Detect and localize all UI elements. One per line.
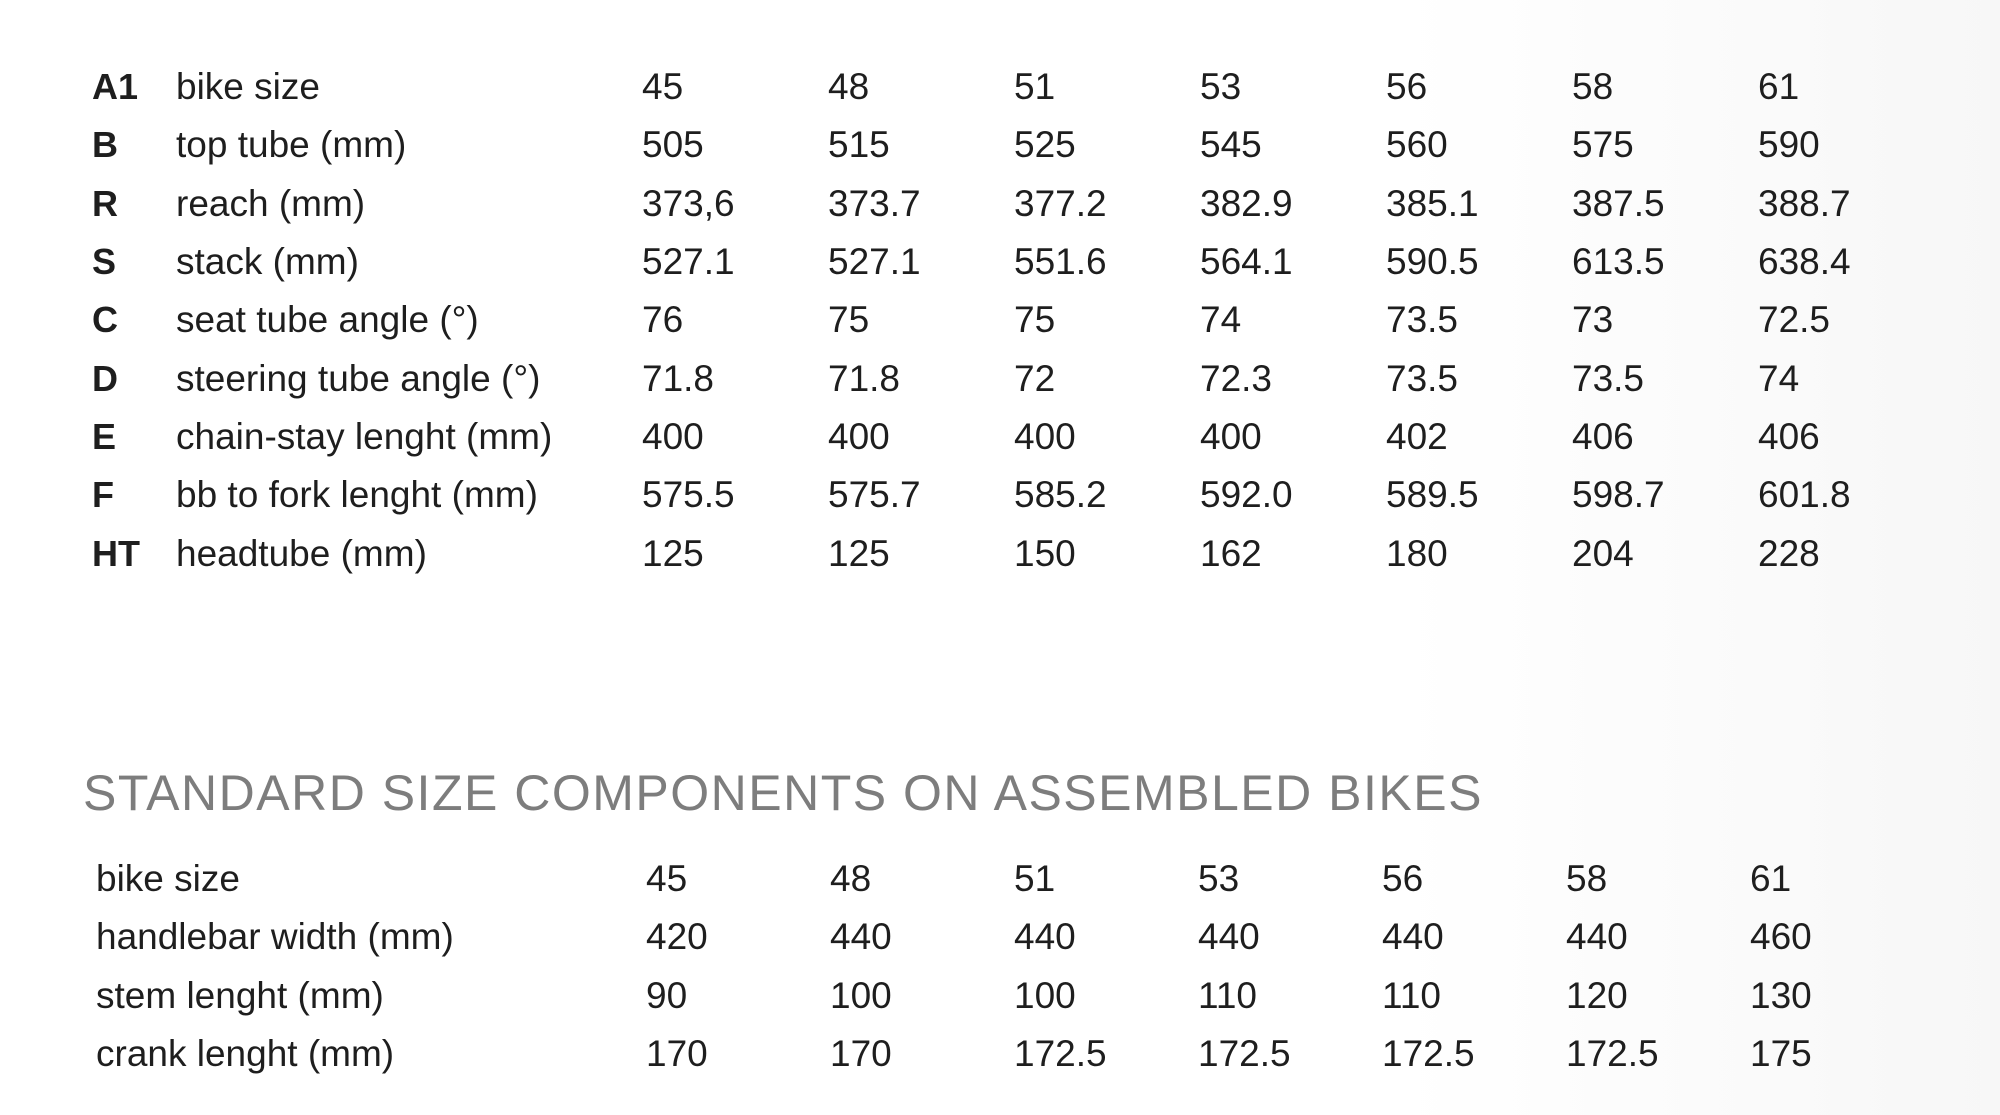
size-58-value: 204 — [1572, 532, 1634, 574]
table-row — [92, 349, 1944, 407]
row-code: A1 — [92, 66, 139, 108]
size-51-value: 51 — [1014, 858, 1056, 900]
table-row — [92, 233, 1944, 291]
size-51-value: 585.2 — [1014, 474, 1107, 516]
table-row — [92, 524, 1944, 582]
size-61-value: 130 — [1750, 974, 1812, 1016]
size-61-value: 601.8 — [1758, 474, 1851, 516]
size-48-value: 75 — [828, 299, 870, 341]
table-row — [96, 967, 1934, 1025]
row-code: F — [92, 474, 114, 516]
table-row — [92, 408, 1944, 466]
size-53-value: 74 — [1200, 299, 1242, 341]
size-51-value: 72 — [1014, 357, 1056, 399]
size-53-value: 72.3 — [1200, 357, 1273, 399]
size-56-value: 56 — [1382, 858, 1424, 900]
components-table — [96, 850, 1934, 1083]
size-61-value: 460 — [1750, 916, 1812, 958]
size-45-value: 45 — [642, 66, 684, 108]
size-56-value: 589.5 — [1386, 474, 1479, 516]
table-row — [92, 116, 1944, 174]
row-code: R — [92, 182, 118, 224]
size-58-value: 440 — [1566, 916, 1628, 958]
size-53-value: 564.1 — [1200, 241, 1293, 283]
size-51-value: 150 — [1014, 532, 1076, 574]
size-53-value: 162 — [1200, 532, 1262, 574]
size-58-value: 575 — [1572, 124, 1634, 166]
size-56-value: 385.1 — [1386, 182, 1479, 224]
row-label: stack (mm) — [176, 241, 359, 283]
size-48-value: 440 — [830, 916, 892, 958]
size-61-value: 61 — [1758, 66, 1800, 108]
size-61-value: 61 — [1750, 858, 1792, 900]
size-45-value: 527.1 — [642, 241, 735, 283]
size-56-value: 73.5 — [1386, 357, 1459, 399]
row-label: bike size — [176, 66, 320, 108]
size-51-value: 75 — [1014, 299, 1056, 341]
size-61-value: 406 — [1758, 415, 1820, 457]
row-label: crank lenght (mm) — [96, 1033, 395, 1075]
size-58-value: 58 — [1566, 858, 1608, 900]
size-56-value: 440 — [1382, 916, 1444, 958]
size-48-value: 170 — [830, 1033, 892, 1075]
size-53-value: 545 — [1200, 124, 1262, 166]
geometry-table — [92, 58, 1944, 583]
size-45-value: 420 — [646, 916, 708, 958]
row-label: seat tube angle (°) — [176, 299, 479, 341]
row-label: stem lenght (mm) — [96, 974, 384, 1016]
size-51-value: 525 — [1014, 124, 1076, 166]
size-51-value: 400 — [1014, 415, 1076, 457]
row-code: E — [92, 415, 117, 457]
size-48-value: 71.8 — [828, 357, 901, 399]
size-61-value: 72.5 — [1758, 299, 1831, 341]
row-code: C — [92, 299, 118, 341]
row-label: handlebar width (mm) — [96, 916, 454, 958]
size-56-value: 590.5 — [1386, 241, 1479, 283]
row-label: top tube (mm) — [176, 124, 407, 166]
size-58-value: 73.5 — [1572, 357, 1645, 399]
table-row — [96, 908, 1934, 966]
size-45-value: 170 — [646, 1033, 708, 1075]
size-61-value: 228 — [1758, 532, 1820, 574]
size-61-value: 74 — [1758, 357, 1800, 399]
size-45-value: 575.5 — [642, 474, 735, 516]
row-code: B — [92, 124, 118, 166]
size-56-value: 56 — [1386, 66, 1428, 108]
size-56-value: 110 — [1382, 974, 1441, 1016]
size-58-value: 120 — [1566, 974, 1628, 1016]
size-53-value: 53 — [1200, 66, 1242, 108]
size-58-value: 58 — [1572, 66, 1614, 108]
size-53-value: 110 — [1198, 974, 1257, 1016]
size-45-value: 400 — [642, 415, 704, 457]
size-48-value: 400 — [828, 415, 890, 457]
size-61-value: 638.4 — [1758, 241, 1851, 283]
size-61-value: 175 — [1750, 1033, 1812, 1075]
size-48-value: 100 — [830, 974, 892, 1016]
size-48-value: 527.1 — [828, 241, 921, 283]
size-45-value: 71.8 — [642, 357, 715, 399]
row-label: reach (mm) — [176, 182, 366, 224]
size-48-value: 48 — [830, 858, 872, 900]
table-row — [92, 175, 1944, 233]
size-58-value: 598.7 — [1572, 474, 1665, 516]
size-58-value: 613.5 — [1572, 241, 1665, 283]
row-label: bike size — [96, 858, 240, 900]
row-label: chain-stay lenght (mm) — [176, 415, 553, 457]
size-56-value: 560 — [1386, 124, 1448, 166]
size-58-value: 406 — [1572, 415, 1634, 457]
table-row — [96, 1025, 1934, 1083]
size-48-value: 125 — [828, 532, 890, 574]
size-48-value: 373.7 — [828, 182, 921, 224]
size-51-value: 51 — [1014, 66, 1056, 108]
size-48-value: 48 — [828, 66, 870, 108]
size-53-value: 53 — [1198, 858, 1240, 900]
size-53-value: 400 — [1200, 415, 1262, 457]
table-row — [96, 850, 1934, 908]
size-48-value: 515 — [828, 124, 890, 166]
row-label: steering tube angle (°) — [176, 357, 541, 399]
size-45-value: 45 — [646, 858, 688, 900]
row-label: headtube (mm) — [176, 532, 427, 574]
row-code: D — [92, 357, 118, 399]
size-45-value: 505 — [642, 124, 704, 166]
size-48-value: 575.7 — [828, 474, 921, 516]
size-51-value: 100 — [1014, 974, 1076, 1016]
size-45-value: 90 — [646, 974, 688, 1016]
size-51-value: 172.5 — [1014, 1033, 1107, 1075]
size-56-value: 73.5 — [1386, 299, 1459, 341]
size-53-value: 382.9 — [1200, 182, 1293, 224]
table-row — [92, 291, 1944, 349]
size-56-value: 172.5 — [1382, 1033, 1475, 1075]
size-51-value: 377.2 — [1014, 182, 1107, 224]
size-51-value: 551.6 — [1014, 241, 1107, 283]
size-45-value: 373,6 — [642, 182, 735, 224]
size-45-value: 125 — [642, 532, 704, 574]
table-row — [92, 58, 1944, 116]
size-53-value: 172.5 — [1198, 1033, 1291, 1075]
table-row — [92, 466, 1944, 524]
size-58-value: 172.5 — [1566, 1033, 1659, 1075]
components-section-title: STANDARD SIZE COMPONENTS ON ASSEMBLED BIKES — [83, 765, 1483, 821]
size-51-value: 440 — [1014, 916, 1076, 958]
size-61-value: 590 — [1758, 124, 1820, 166]
size-61-value: 388.7 — [1758, 182, 1851, 224]
size-56-value: 180 — [1386, 532, 1448, 574]
size-56-value: 402 — [1386, 415, 1448, 457]
size-53-value: 440 — [1198, 916, 1260, 958]
row-label: bb to fork lenght (mm) — [176, 474, 538, 516]
row-code: HT — [92, 532, 140, 574]
size-58-value: 73 — [1572, 299, 1614, 341]
size-45-value: 76 — [642, 299, 684, 341]
size-58-value: 387.5 — [1572, 182, 1665, 224]
row-code: S — [92, 241, 117, 283]
size-53-value: 592.0 — [1200, 474, 1293, 516]
